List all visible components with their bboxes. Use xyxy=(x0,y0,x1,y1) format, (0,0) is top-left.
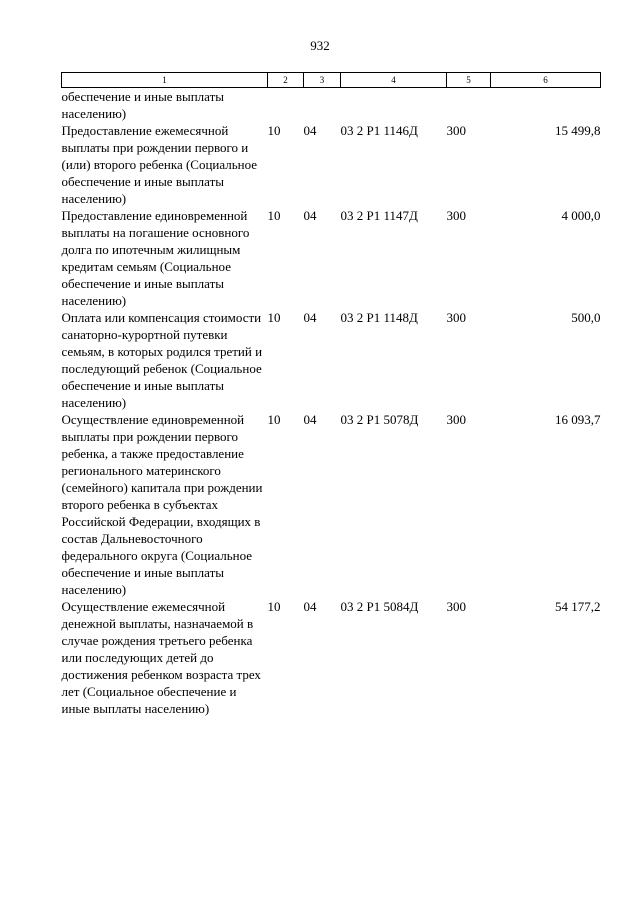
row-section: 10 xyxy=(267,208,281,223)
budget-table xyxy=(61,72,601,717)
row-sum: 15 499,8 xyxy=(555,123,601,138)
row-expense-type: 300 xyxy=(446,412,466,427)
row-subsection: 04 xyxy=(303,599,317,614)
table-row xyxy=(62,207,601,309)
row-subsection: 04 xyxy=(303,123,317,138)
row-section: 10 xyxy=(267,310,281,325)
row-expense-type: 300 xyxy=(446,208,466,223)
row-subsection: 04 xyxy=(303,412,317,427)
table-header-row xyxy=(62,73,601,88)
row-target-article: 03 2 Р1 5078Д xyxy=(340,412,419,427)
row-sum: 500,0 xyxy=(571,310,601,325)
continuation-row xyxy=(62,88,601,123)
row-expense-type: 300 xyxy=(446,310,466,325)
table-row xyxy=(62,309,601,411)
row-subsection: 04 xyxy=(303,208,317,223)
row-target-article: 03 2 Р1 5084Д xyxy=(340,599,419,614)
row-name: Предоставление ежемесячной выплаты при рождении первого и (или) второго ребенка (Социальное обеспечение и иные выплаты населению) xyxy=(61,123,258,206)
row-name: Осуществление единовременной выплаты при рождении первого ребенка, а также предоставление регионального материнского (семейного) капитала при рождении второго ребенка в субъектах Российской Федерации, входящих в состав Дальневосточного федерального округа (Социальное обеспечение и иные выплаты населению) xyxy=(61,412,263,597)
row-target-article: 03 2 Р1 1147Д xyxy=(340,208,418,223)
continuation-text: обеспечение и иные выплаты населению) xyxy=(61,89,224,121)
table-row xyxy=(62,122,601,207)
row-name: Оплата или компенсация стоимости санаторно-курортной путевки семьям, в которых родился третий и последующий ребенок (Социальное обеспечение и иные выплаты населению) xyxy=(61,310,263,410)
row-section: 10 xyxy=(267,412,281,427)
row-sum: 54 177,2 xyxy=(555,599,601,614)
row-section: 10 xyxy=(267,123,281,138)
row-name: Осуществление ежемесячной денежной выплаты, назначаемой в случае рождения третьего ребенка или последующих детей до достижения ребенком возраста трех лет (Социальное обеспечение и иные выплаты населению) xyxy=(61,599,261,716)
column-header-5: 5 xyxy=(447,73,491,88)
row-expense-type: 300 xyxy=(446,599,466,614)
column-header-2: 2 xyxy=(268,73,304,88)
row-target-article: 03 2 Р1 1148Д xyxy=(340,310,418,325)
column-header-4: 4 xyxy=(341,73,447,88)
column-header-6: 6 xyxy=(491,73,601,88)
page-number: 932 xyxy=(310,38,330,53)
table-row xyxy=(62,411,601,598)
row-name: Предоставление единовременной выплаты на погашение основного долга по ипотечным жилищным кредитам семьям (Социальное обеспечение и иные выплаты населению) xyxy=(61,208,250,308)
table-row xyxy=(62,598,601,717)
row-sum: 16 093,7 xyxy=(555,412,601,427)
column-header-3: 3 xyxy=(304,73,341,88)
row-expense-type: 300 xyxy=(446,123,466,138)
row-sum: 4 000,0 xyxy=(561,208,601,223)
row-target-article: 03 2 Р1 1146Д xyxy=(340,123,418,138)
column-header-1: 1 xyxy=(62,73,268,88)
row-section: 10 xyxy=(267,599,281,614)
row-subsection: 04 xyxy=(303,310,317,325)
